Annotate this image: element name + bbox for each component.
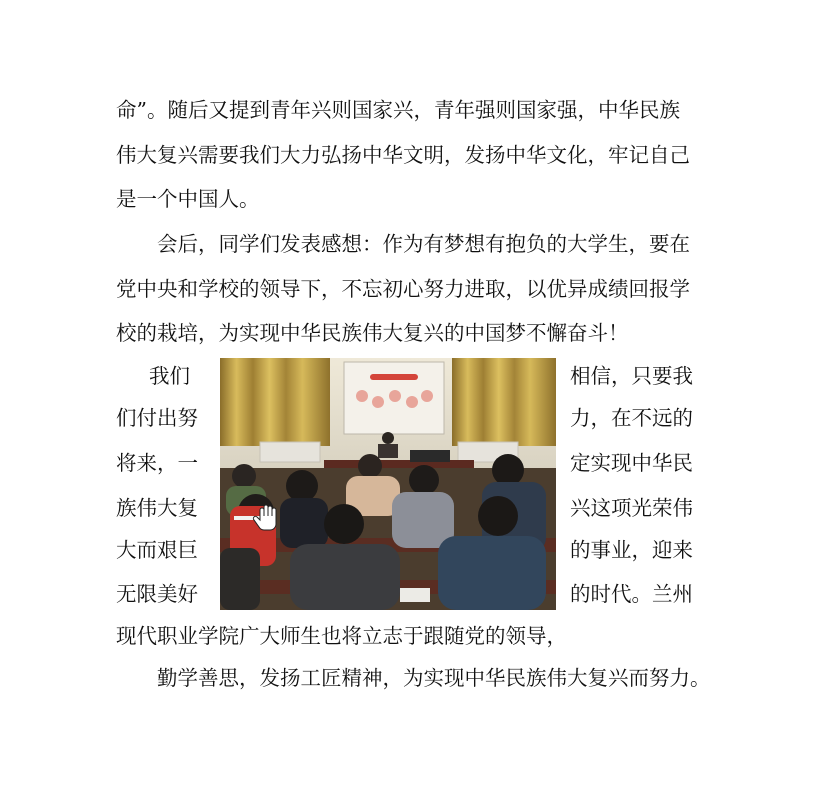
- wrap-right-6: 的时代。兰州: [570, 582, 693, 606]
- classroom-meeting-photo: [220, 358, 556, 610]
- classroom-meeting-photo-image: [220, 358, 556, 610]
- wrap-left-4: 族伟大复: [116, 496, 198, 520]
- wrap-right-1: 相信，只要我: [570, 364, 693, 388]
- wrap-right-3: 定实现中华民: [570, 451, 693, 475]
- wrap-right-5: 的事业，迎来: [570, 538, 693, 562]
- paragraph-1-line-2: 伟大复兴需要我们大力弘扬中华文明，发扬中华文化，牢记自己: [116, 143, 690, 167]
- paragraph-2-line-1: 会后，同学们发表感想：作为有梦想有抱负的大学生，要在: [157, 232, 690, 256]
- final-line: 勤学善思，发扬工匠精神，为实现中华民族伟大复兴而努力。: [157, 666, 711, 690]
- wrap-left-6: 无限美好: [116, 582, 198, 606]
- paragraph-1-line-3: 是一个中国人。: [116, 187, 260, 211]
- wrap-left-1: 我们: [149, 364, 190, 388]
- paragraph-1-line-1: 命”。随后又提到青年兴则国家兴，青年强则国家强，中华民族: [116, 98, 680, 122]
- wrap-left-5: 大而艰巨: [116, 538, 198, 562]
- paragraph-2-line-2: 党中央和学校的领导下，不忘初心努力进取，以优异成绩回报学: [116, 277, 690, 301]
- paragraph-2-line-3: 校的栽培，为实现中华民族伟大复兴的中国梦不懈奋斗！: [116, 321, 629, 345]
- wrap-left-2: 们付出努: [116, 406, 198, 430]
- after-photo-line: 现代职业学院广大师生也将立志于跟随党的领导，: [116, 624, 567, 648]
- wrap-right-2: 力，在不远的: [570, 406, 693, 430]
- wrap-left-3: 将来，一: [116, 451, 198, 475]
- wrap-right-4: 兴这项光荣伟: [570, 496, 693, 520]
